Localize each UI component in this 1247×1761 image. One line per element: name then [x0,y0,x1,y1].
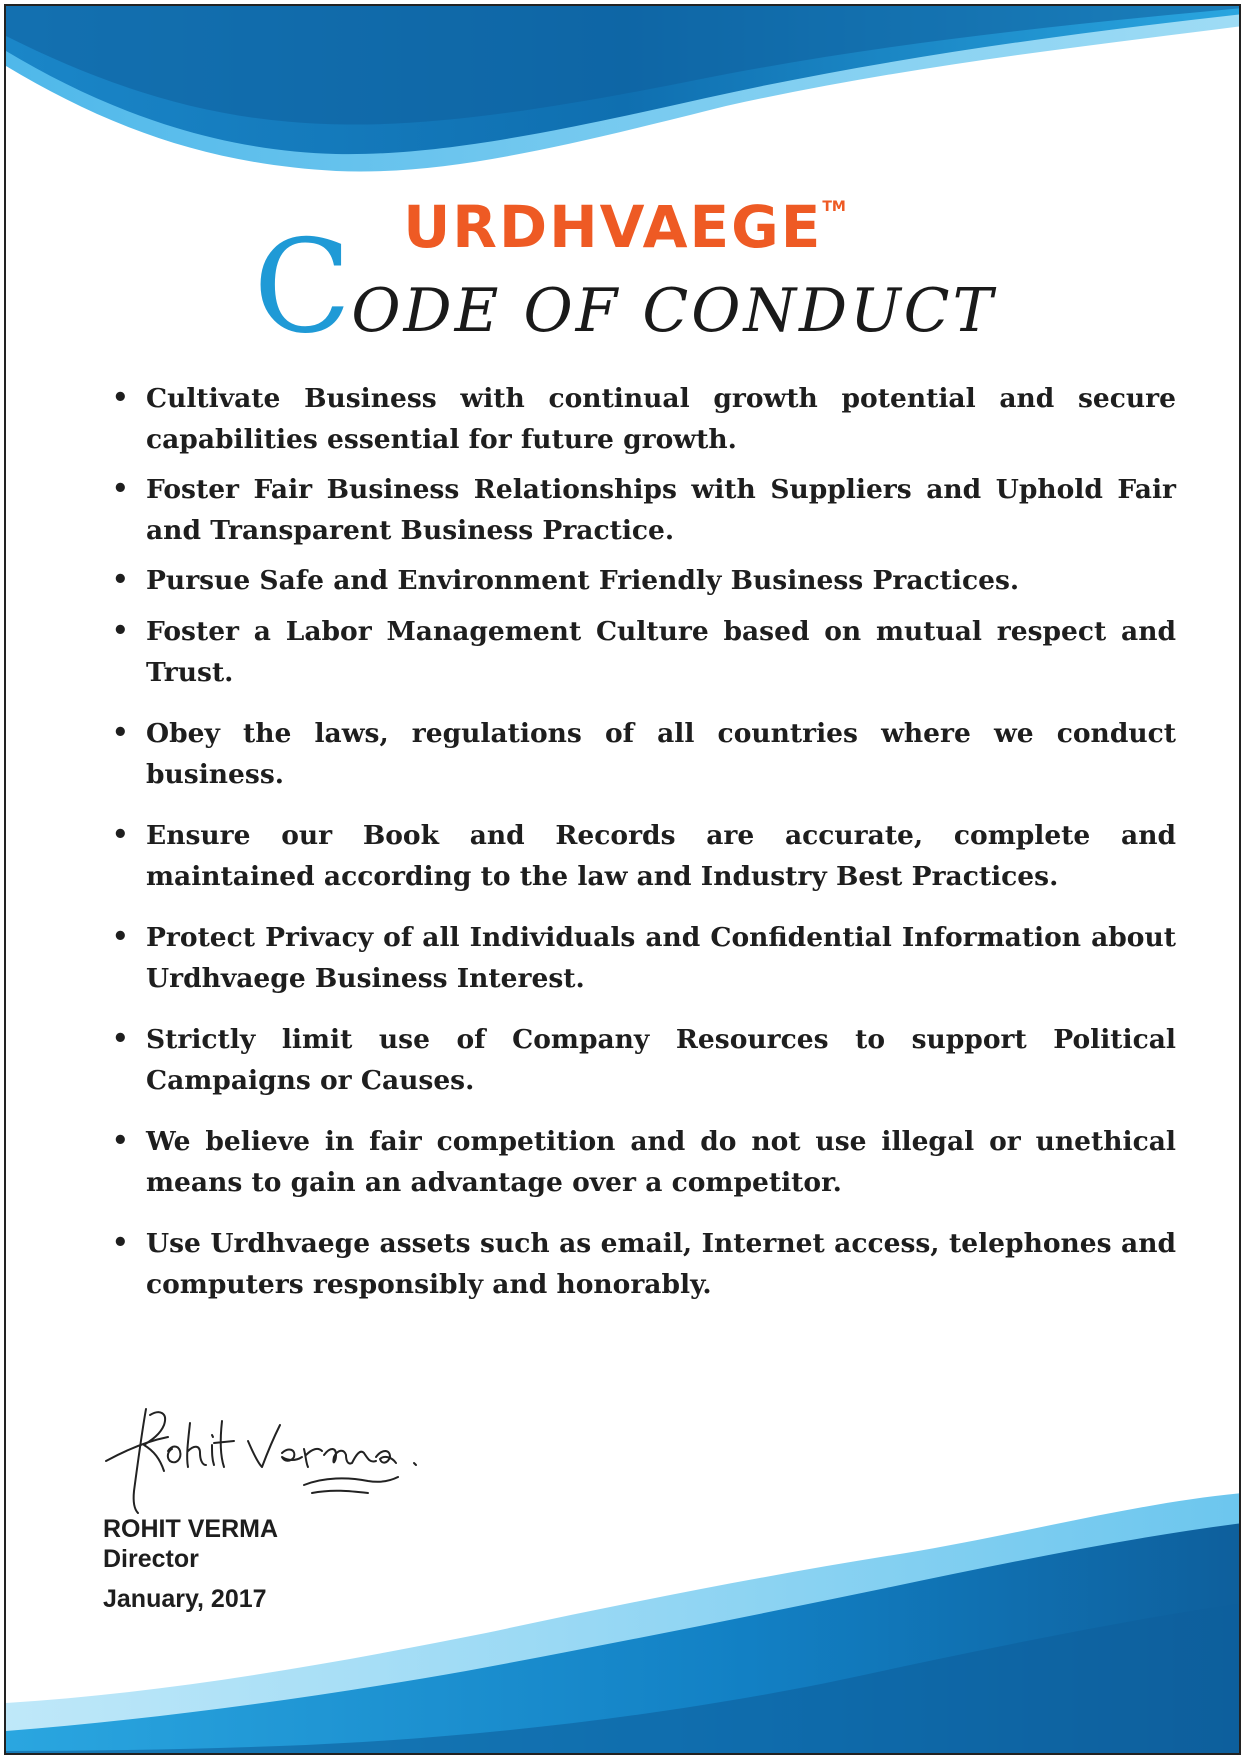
list-item-text: Strictly limit use of Company Resources to support Political Campaigns or Causes. [146,1024,1176,1096]
signatory-role: Director [103,1545,199,1573]
list-item [106,1223,1176,1305]
document-page [4,4,1241,1755]
title-rest: ODE OF CONDUCT [351,276,996,346]
top-wave-decoration [6,6,1241,181]
list-item-text: Foster Fair Business Relationships with Suppliers and Uphold Fair and Transparent Business Practice. [146,474,1176,546]
handwritten-signature [98,1401,438,1516]
list-item-text: Ensure our Book and Records are accurate, complete and maintained according to the law and Industry Best Practices. [146,820,1176,892]
page-title [6,213,1241,362]
signatory-name: ROHIT VERMA [103,1515,278,1543]
bullet-icon: • [112,922,129,952]
list-item [106,917,1176,999]
list-item-text: Pursue Safe and Environment Friendly Business Practices. [146,565,1020,596]
conduct-points-list [106,378,1176,1314]
bullet-icon: • [112,565,129,595]
trademark-mark: TM [822,199,846,215]
signoff-date: January, 2017 [103,1585,267,1613]
list-item-text: Cultivate Business with continual growth potential and secure capabilities essential for future growth. [146,383,1176,455]
list-item [106,815,1176,897]
list-item [106,713,1176,795]
list-item [106,1019,1176,1101]
list-item [106,560,1176,601]
title-initial: C [253,213,352,362]
list-item [106,469,1176,551]
list-item-text: Protect Privacy of all Individuals and Confidential Information about Urdhvaege Business Interest. [146,922,1176,994]
bullet-icon: • [112,383,129,413]
list-item [106,378,1176,460]
bullet-icon: • [112,1228,129,1258]
bullet-icon: • [112,1024,129,1054]
list-item-text: Foster a Labor Management Culture based on mutual respect and Trust. [146,616,1176,688]
bullet-icon: • [112,1126,129,1156]
bullet-icon: • [112,718,129,748]
list-item-text: Obey the laws, regulations of all countries where we conduct business. [146,718,1176,790]
bullet-icon: • [112,616,129,646]
bullet-icon: • [112,474,129,504]
bullet-icon: • [112,820,129,850]
list-item-text: Use Urdhvaege assets such as email, Internet access, telephones and computers responsibly and honorably. [146,1228,1176,1300]
signatory-block [103,1514,278,1614]
logo-text: URDHVAEGE [403,193,823,261]
list-item-text: We believe in fair competition and do not use illegal or unethical means to gain an advantage over a competitor. [146,1126,1176,1198]
list-item [106,1121,1176,1203]
list-item [106,611,1176,693]
